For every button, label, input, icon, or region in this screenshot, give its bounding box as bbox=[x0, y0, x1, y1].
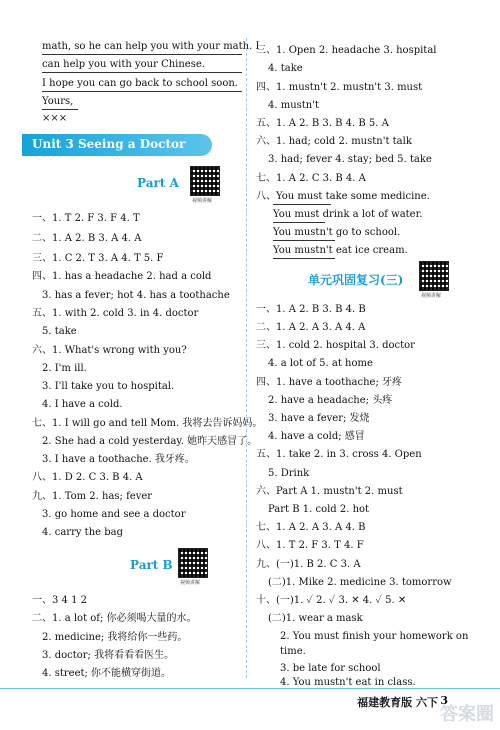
qr-code-icon[interactable] bbox=[190, 166, 220, 196]
answer-line: 三、1. cold 2. hospital 3. doctor bbox=[256, 340, 415, 351]
answer-line: 四、1. have a toothache; 牙疼 bbox=[256, 377, 402, 388]
answer-line: 七、1. A 2. C 3. B 4. A bbox=[256, 173, 366, 184]
footer-rule bbox=[0, 688, 500, 689]
answer-underline bbox=[273, 204, 331, 205]
answer-underline bbox=[42, 72, 242, 73]
publisher-label: 福建教育版 六下 bbox=[357, 696, 438, 709]
answer-underline bbox=[273, 258, 335, 259]
answer-line: 3. I have a toothache. 我牙疼。 bbox=[42, 454, 195, 465]
part-b-title: Part B bbox=[130, 558, 173, 572]
answer-line: 一、1. A 2. B 3. B 4. B bbox=[256, 304, 366, 315]
answer-line: You must drink a lot of water. bbox=[273, 209, 423, 220]
answer-line: You mustn't eat ice cream. bbox=[273, 245, 408, 256]
answer-line: 五、1. with 2. cold 3. in 4. doctor bbox=[32, 308, 199, 319]
answer-line: 五、1. A 2. B 3. B 4. B 5. A bbox=[256, 118, 389, 129]
answer-line: 3. had; fever 4. stay; bed 5. take bbox=[268, 154, 432, 165]
answer-line: 十、(一)1. ✓ 2. ✓ 3. ✕ 4. ✓ 5. ✕ bbox=[256, 595, 407, 606]
answer-line: 一、3 4 1 2 bbox=[32, 595, 87, 606]
answer-line: 二、1. A 2. B 3. A 4. A bbox=[32, 233, 142, 244]
answer-line: 4. You mustn't eat in class. bbox=[280, 677, 416, 688]
answer-line: 二、1. A 2. A 3. A 4. A bbox=[256, 322, 366, 333]
qr-caption: 视频讲解 bbox=[421, 293, 442, 299]
answer-line: 3. I'll take you to hospital. bbox=[42, 381, 175, 392]
letter-line: ××× bbox=[42, 113, 68, 124]
answer-line: 3. go home and see a doctor bbox=[42, 509, 186, 520]
answer-line: (二)1. Mike 2. medicine 3. tomorrow bbox=[268, 577, 452, 588]
answer-line: 七、1. A 2. A 3. A 4. B bbox=[256, 522, 366, 533]
answer-line: 3. doctor; 我将看看看医生。 bbox=[42, 650, 175, 661]
letter-line: can help you with your Chinese. bbox=[42, 59, 205, 70]
watermark: 答案圈 bbox=[440, 704, 494, 725]
qr-code-icon[interactable] bbox=[419, 261, 449, 291]
answer-line: 2. You must finish your homework on bbox=[280, 631, 469, 642]
column-divider bbox=[246, 38, 247, 678]
unit-banner bbox=[22, 134, 212, 156]
letter-line: math, so he can help you with your math. I bbox=[42, 41, 260, 52]
answer-line: 4. a lot of 5. at home bbox=[268, 358, 373, 369]
answer-line: 3. has a fever; hot 4. has a toothache bbox=[42, 290, 230, 301]
answer-underline bbox=[273, 240, 335, 241]
answer-line: 一、1. T 2. F 3. F 4. T bbox=[32, 213, 140, 224]
answer-line: 六、Part A 1. mustn't 2. must bbox=[256, 486, 403, 497]
qr-caption: 视频讲解 bbox=[192, 198, 213, 204]
answer-line: 七、1. I will go and tell Mom. 我将去告诉妈妈。 bbox=[32, 418, 263, 429]
answer-line: 3. have a fever; 发烧 bbox=[268, 413, 370, 424]
answer-line: (二)1. wear a mask bbox=[268, 613, 363, 624]
answer-line: time. bbox=[280, 646, 306, 657]
answer-line: 2. I'm ill. bbox=[42, 363, 87, 374]
answer-line: 八、You must take some medicine. bbox=[256, 191, 430, 202]
answer-underline bbox=[42, 54, 242, 55]
answer-line: 三、1. C 2. T 3. A 4. T 5. F bbox=[32, 253, 164, 264]
answer-line: You mustn't go to school. bbox=[273, 227, 401, 238]
answer-line: 2. medicine; 我将给你一些药。 bbox=[42, 632, 188, 643]
answer-line: 八、1. T 2. F 3. T 4. F bbox=[256, 540, 364, 551]
answer-line: 2. She had a cold yesterday. 她昨天感冒了。 bbox=[42, 436, 258, 447]
answer-line: 九、1. Tom 2. has; fever bbox=[32, 491, 153, 502]
answer-line: 5. Drink bbox=[268, 468, 310, 479]
answer-underline bbox=[42, 91, 242, 92]
answer-line: 5. take bbox=[42, 326, 77, 337]
answer-underline bbox=[273, 222, 325, 223]
qr-code-icon[interactable] bbox=[178, 548, 208, 578]
answer-line: 4. street; 你不能横穿街道。 bbox=[42, 668, 172, 679]
answer-line: 六、1. had; cold 2. mustn't talk bbox=[256, 136, 412, 147]
answer-line: 4. take bbox=[268, 63, 303, 74]
part-a-title: Part A bbox=[137, 176, 179, 190]
letter-line: Yours, bbox=[42, 96, 74, 107]
letter-line: I hope you can go back to school soon. bbox=[42, 78, 238, 89]
answer-line: 六、1. What's wrong with you? bbox=[32, 345, 187, 356]
answer-line: 4. have a cold; 感冒 bbox=[268, 431, 365, 442]
answer-underline bbox=[42, 109, 78, 110]
answer-line: 4. I have a cold. bbox=[42, 399, 123, 410]
answer-line: 3. be late for school bbox=[280, 663, 381, 674]
answer-line: 四、1. has a headache 2. had a cold bbox=[32, 271, 212, 282]
answer-line: 4. carry the bag bbox=[42, 527, 123, 538]
answer-line: 三、1. Open 2. headache 3. hospital bbox=[256, 45, 437, 56]
answer-line: 四、1. mustn't 2. mustn't 3. must bbox=[256, 82, 423, 93]
answer-line: 二、1. a lot of; 你必须喝大量的水。 bbox=[32, 613, 197, 624]
page-number: 3 bbox=[440, 694, 448, 707]
unit-title: Unit 3 Seeing a Doctor bbox=[32, 137, 186, 151]
answer-line: 五、1. take 2. in 3. cross 4. Open bbox=[256, 449, 422, 460]
review-title: 单元巩固复习(三) bbox=[308, 273, 404, 287]
answer-line: 八、1. D 2. C 3. B 4. A bbox=[32, 472, 143, 483]
answer-line: Part B 1. cold 2. hot bbox=[268, 504, 370, 515]
answer-line: 2. have a headache; 头疼 bbox=[268, 395, 393, 406]
qr-caption: 视频讲解 bbox=[180, 580, 201, 586]
answer-line: 九、(一)1. B 2. C 3. A bbox=[256, 559, 361, 570]
answer-line: 4. mustn't bbox=[268, 100, 320, 111]
